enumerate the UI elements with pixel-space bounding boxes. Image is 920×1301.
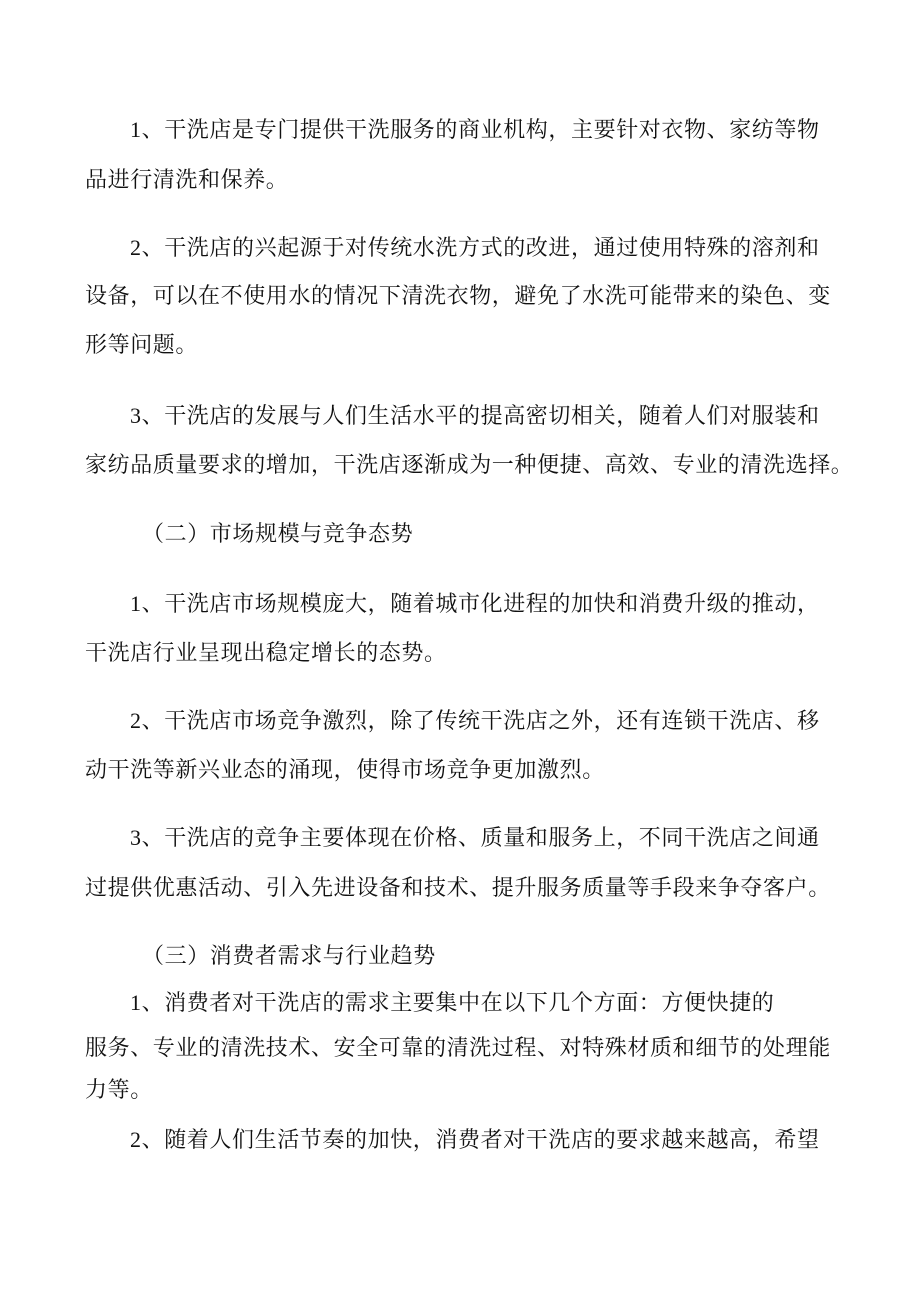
paragraph-line: 1、消费者对干洗店的需求主要集中在以下几个方面：方便快捷的 bbox=[130, 990, 775, 1015]
paragraph-line: 干洗店行业呈现出稳定增长的态势。 bbox=[85, 640, 447, 665]
paragraph-line: 2、干洗店的兴起源于对传统水洗方式的改进，通过使用特殊的溶剂和 bbox=[130, 235, 820, 260]
paragraph-line: 家纺品质量要求的增加，干洗店逐渐成为一种便捷、高效、专业的清洗选择。 bbox=[85, 452, 854, 477]
paragraph-line: 品进行清洗和保养。 bbox=[85, 167, 289, 192]
paragraph-line: 设备，可以在不使用水的情况下清洗衣物，避免了水洗可能带来的染色、变 bbox=[85, 283, 831, 308]
section-heading: （二）市场规模与竞争态势 bbox=[142, 521, 414, 546]
paragraph-line: 2、干洗店市场竞争激烈，除了传统干洗店之外，还有连锁干洗店、移 bbox=[130, 708, 820, 733]
paragraph-line: 服务、专业的清洗技术、安全可靠的清洗过程、对特殊材质和细节的处理能 bbox=[85, 1035, 831, 1060]
paragraph-line: 形等问题。 bbox=[85, 332, 199, 357]
paragraph-line: 过提供优惠活动、引入先进设备和技术、提升服务质量等手段来争夺客户。 bbox=[85, 875, 831, 900]
paragraph-line: 1、干洗店是专门提供干洗服务的商业机构，主要针对衣物、家纺等物 bbox=[130, 117, 820, 142]
paragraph-line: 3、干洗店的竞争主要体现在价格、质量和服务上，不同干洗店之间通 bbox=[130, 825, 820, 850]
paragraph-line: 动干洗等新兴业态的涌现，使得市场竞争更加激烈。 bbox=[85, 757, 605, 782]
paragraph-line: 2、随着人们生活节奏的加快，消费者对干洗店的要求越来越高，希望 bbox=[130, 1127, 820, 1152]
section-heading: （三）消费者需求与行业趋势 bbox=[142, 943, 436, 968]
paragraph-line: 3、干洗店的发展与人们生活水平的提高密切相关，随着人们对服装和 bbox=[130, 403, 820, 428]
paragraph-line: 1、干洗店市场规模庞大，随着城市化进程的加快和消费升级的推动， bbox=[130, 591, 820, 616]
paragraph-line: 力等。 bbox=[85, 1077, 153, 1102]
